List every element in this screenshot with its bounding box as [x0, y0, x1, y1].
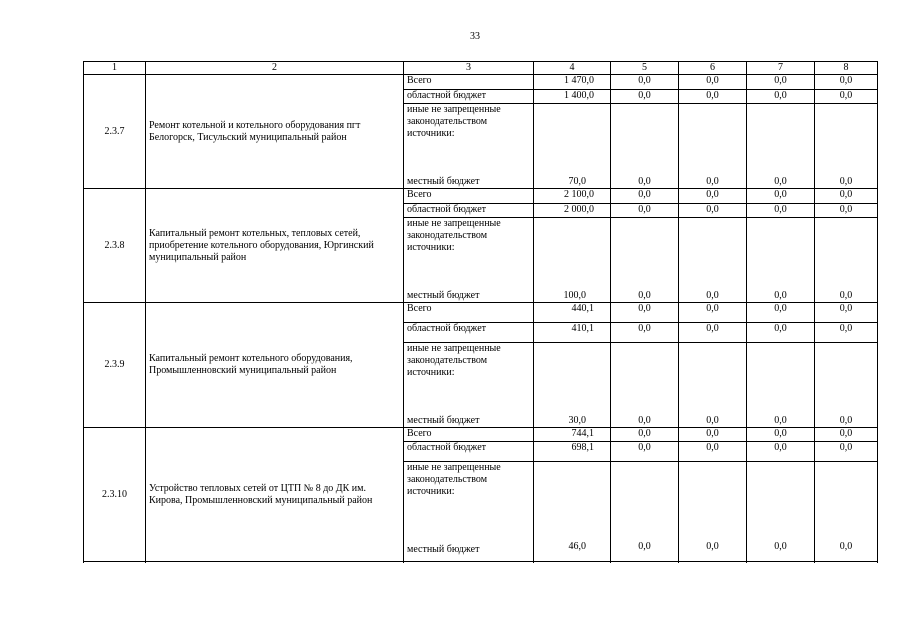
- value-cell: 2 100,0: [534, 189, 611, 204]
- value-cell: 0,0: [611, 218, 679, 303]
- value-cell: 0,0: [815, 343, 878, 428]
- value-cell: 0,0: [747, 90, 815, 104]
- value-cell: 0,0: [747, 104, 815, 189]
- value-cell: 0,0: [679, 75, 747, 90]
- value-cell: 0,0: [679, 218, 747, 303]
- value-cell: 0,0: [679, 343, 747, 428]
- value-cell: 100,0: [534, 218, 611, 303]
- header-cell: 5: [611, 62, 679, 75]
- table-body: [84, 62, 878, 562]
- source-label: областной бюджет: [404, 204, 534, 218]
- header-cell: 8: [815, 62, 878, 75]
- value-cell: 0,0: [815, 442, 878, 462]
- value-cell: 0,0: [747, 323, 815, 343]
- source-label: [404, 462, 534, 562]
- value-cell: 0,0: [611, 428, 679, 442]
- value-cell: 0,0: [747, 218, 815, 303]
- header-cell: 2: [146, 62, 404, 75]
- value-cell: 698,1: [534, 442, 611, 462]
- other-sources-label: иные не запрещенные законодательством источники:: [407, 104, 501, 139]
- section-name: Ремонт котельной и котельного оборудования пгт Белогорск, Тисульский муниципальный район: [146, 75, 404, 189]
- value-cell: 0,0: [747, 428, 815, 442]
- budget-table: [83, 61, 878, 562]
- value-cell: 0,0: [815, 303, 878, 323]
- header-cell: 7: [747, 62, 815, 75]
- value-cell: 0,0: [679, 104, 747, 189]
- value-cell: 0,0: [611, 189, 679, 204]
- local-budget-label: местный бюджет: [407, 544, 480, 555]
- value-cell: 0,0: [611, 462, 679, 562]
- value-cell: 0,0: [679, 303, 747, 323]
- column-number-header-row: [84, 62, 878, 75]
- value-cell: 0,0: [815, 428, 878, 442]
- table-row-total: [84, 189, 878, 204]
- value-cell: 0,0: [611, 75, 679, 90]
- table-row-total: [84, 428, 878, 442]
- value-cell: 0,0: [679, 428, 747, 442]
- value-cell: 0,0: [611, 442, 679, 462]
- value-cell: 2 000,0: [534, 204, 611, 218]
- source-label: Всего: [404, 428, 534, 442]
- value-cell: 0,0: [747, 442, 815, 462]
- value-cell: 0,0: [815, 462, 878, 562]
- value-cell: 0,0: [747, 189, 815, 204]
- value-cell: 744,1: [534, 428, 611, 442]
- source-label: [404, 343, 534, 428]
- value-cell: 0,0: [815, 75, 878, 90]
- section-code: 2.3.10: [84, 428, 146, 562]
- section-name: Капитальный ремонт котельного оборудования, Промышленновский муниципальный район: [146, 303, 404, 428]
- section-name: Капитальный ремонт котельных, тепловых сетей, приобретение котельного оборудования, Юргинский муниципальный район: [146, 189, 404, 303]
- header-cell: 3: [404, 62, 534, 75]
- local-budget-label: местный бюджет: [407, 290, 480, 301]
- value-cell: 70,0: [534, 104, 611, 189]
- source-label: Всего: [404, 189, 534, 204]
- section-code: 2.3.8: [84, 189, 146, 303]
- value-cell: 0,0: [679, 442, 747, 462]
- other-sources-label: иные не запрещенные законодательством источники:: [407, 462, 501, 497]
- value-cell: 0,0: [611, 204, 679, 218]
- section-code: 2.3.7: [84, 75, 146, 189]
- value-cell: 0,0: [611, 323, 679, 343]
- local-budget-label: местный бюджет: [407, 176, 480, 187]
- value-cell: 0,0: [679, 90, 747, 104]
- value-cell: 0,0: [611, 90, 679, 104]
- value-cell: 46,0: [534, 462, 611, 562]
- value-cell: 30,0: [534, 343, 611, 428]
- header-cell: 1: [84, 62, 146, 75]
- table-row-total: [84, 303, 878, 323]
- header-cell: 6: [679, 62, 747, 75]
- source-label: Всего: [404, 75, 534, 90]
- other-sources-label: иные не запрещенные законодательством источники:: [407, 343, 501, 378]
- source-label: областной бюджет: [404, 323, 534, 343]
- local-budget-label: местный бюджет: [407, 415, 480, 426]
- value-cell: 0,0: [815, 104, 878, 189]
- value-cell: 0,0: [679, 323, 747, 343]
- source-label: областной бюджет: [404, 442, 534, 462]
- value-cell: 0,0: [679, 462, 747, 562]
- value-cell: 0,0: [611, 104, 679, 189]
- value-cell: 1 400,0: [534, 90, 611, 104]
- source-label: [404, 104, 534, 189]
- header-cell: 4: [534, 62, 611, 75]
- value-cell: 0,0: [815, 90, 878, 104]
- value-cell: 440,1: [534, 303, 611, 323]
- other-sources-label: иные не запрещенные законодательством источники:: [407, 218, 501, 253]
- source-label: областной бюджет: [404, 90, 534, 104]
- value-cell: 0,0: [815, 218, 878, 303]
- value-cell: 0,0: [747, 343, 815, 428]
- value-cell: 410,1: [534, 323, 611, 343]
- section-code: 2.3.9: [84, 303, 146, 428]
- section-name: Устройство тепловых сетей от ЦТП № 8 до ДК им. Кирова, Промышленновский муниципальный район: [146, 428, 404, 562]
- value-cell: 0,0: [815, 204, 878, 218]
- value-cell: 0,0: [815, 323, 878, 343]
- value-cell: 0,0: [611, 343, 679, 428]
- value-cell: 0,0: [815, 189, 878, 204]
- source-label: Всего: [404, 303, 534, 323]
- value-cell: 0,0: [611, 303, 679, 323]
- value-cell: 0,0: [679, 189, 747, 204]
- value-cell: 0,0: [747, 303, 815, 323]
- value-cell: 0,0: [747, 204, 815, 218]
- value-cell: 1 470,0: [534, 75, 611, 90]
- page-number: 33: [470, 31, 480, 42]
- value-cell: 0,0: [747, 75, 815, 90]
- table-row-total: [84, 75, 878, 90]
- value-cell: 0,0: [747, 462, 815, 562]
- source-label: [404, 218, 534, 303]
- value-cell: 0,0: [679, 204, 747, 218]
